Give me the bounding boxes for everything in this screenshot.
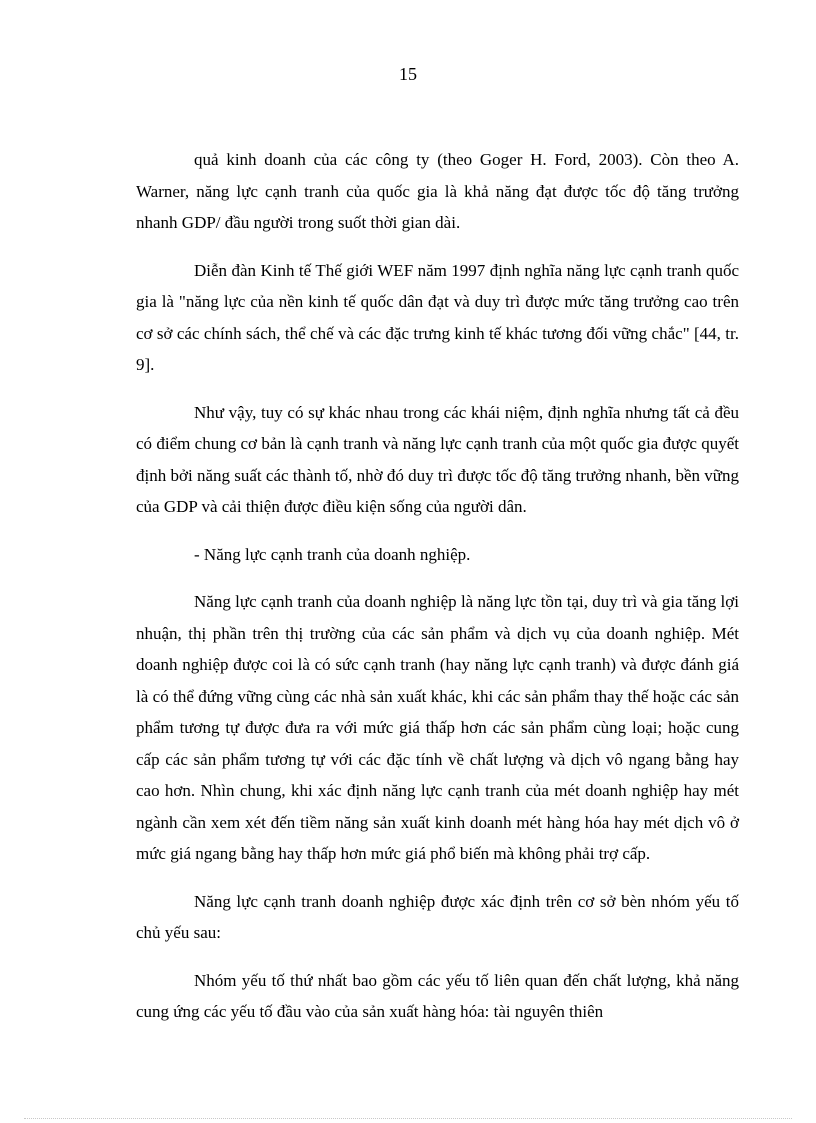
paragraph-3: Như vậy, tuy có sự khác nhau trong các khái niệm, định nghĩa nhưng tất cả đều có điểm chung cơ bản là cạnh tranh và năng lực cạnh tranh của một quốc gia được quyết định bởi năng suất các thành tố, nhờ đó duy trì được tốc độ tăng trưởng nhanh, bền vững của GDP và cải thiện được điều kiện sống của người dân.	[136, 402, 739, 516]
paragraph-6: Nhóm yếu tố thứ nhất bao gồm các yếu tố liên quan đến chất lượng, khả năng cung ứng các yếu tố đầu vào của sản xuất hàng hóa: tài nguyên thiên	[136, 970, 739, 1021]
paragraph-2: Diễn đàn Kinh tế Thế giới WEF năm 1997 định nghĩa năng lực cạnh tranh quốc gia là "năng lực của nền kinh tế quốc dân đạt và duy trì được mức tăng trưởng cao trên cơ sở các chính sách, thể chế và các đặc trưng kinh tế khác tương đối vững chắc" [44, tr. 9].	[136, 260, 739, 374]
subheading-enterprise-competitiveness: - Năng lực cạnh tranh của doanh nghiệp.	[194, 544, 471, 564]
paragraph-4: Năng lực cạnh tranh của doanh nghiệp là năng lực tồn tại, duy trì và gia tăng lợi nhuận, thị phần trên thị trường của các sản phẩm và dịch vụ của doanh nghiệp. Mét doanh nghiệp được coi là có sức cạnh tranh (hay năng lực cạnh tranh) và được đánh giá là có thể đứng vững cùng các nhà sản xuất khác, khi các sản phẩm thay thế hoặc các sản phẩm tương tự được đưa ra với mức giá thấp hơn các sản phẩm cùng loại; hoặc cung cấp các sản phẩm tương tự với các đặc tính về chất lượng và dịch vô ngang bằng hay cao hơn. Nhìn chung, khi xác định năng lực cạnh tranh của mét doanh nghiệp hay mét ngành cần xem xét đến tiềm năng sản xuất kinh doanh mét hàng hóa hay mét dịch vô ở mức giá ngang bằng hay thấp hơn mức giá phổ biến mà không phải trợ cấp.	[136, 592, 739, 863]
document-body	[136, 144, 739, 1044]
paragraph-5: Năng lực cạnh tranh doanh nghiệp được xác định trên cơ sở bèn nhóm yếu tố chủ yếu sau:	[136, 891, 739, 942]
footer-divider	[24, 1118, 792, 1119]
paragraph-1: quả kinh doanh của các công ty (theo Goger H. Ford, 2003). Còn theo A. Warner, năng lực cạnh tranh của quốc gia là khả năng đạt được tốc độ tăng trưởng nhanh GDP/ đầu người trong suốt thời gian dài.	[136, 150, 739, 232]
page-number: 15	[399, 64, 417, 84]
